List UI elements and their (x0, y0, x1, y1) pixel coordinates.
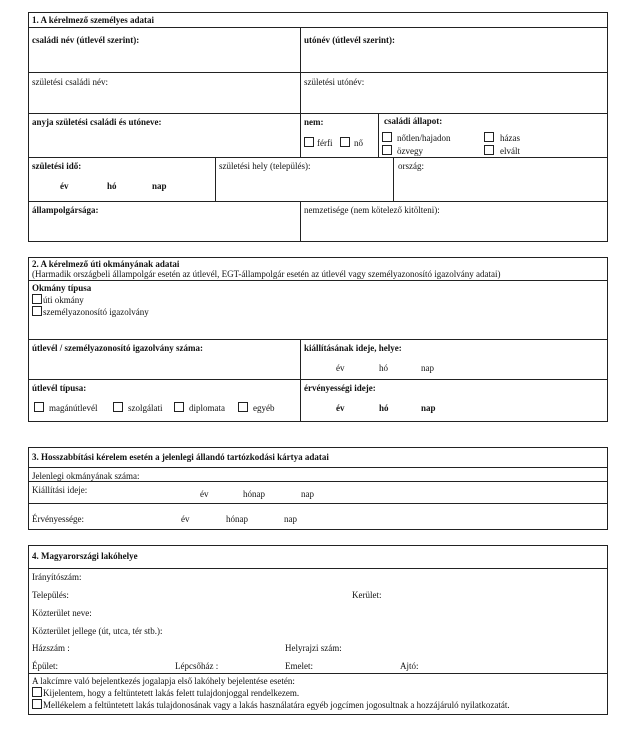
widowed-checkbox[interactable] (382, 145, 392, 155)
divider (300, 339, 301, 422)
day-label: nap (152, 181, 167, 191)
divider (300, 201, 301, 242)
divorced-label: elvált (500, 146, 520, 156)
divider (28, 481, 608, 482)
staircase-label: Lépcsőház : (175, 661, 219, 671)
house-number-label: Házszám : (32, 643, 70, 653)
issue-day-label: nap (301, 489, 314, 499)
birth-date-label: születési idő: (32, 161, 82, 171)
birth-family-name-field[interactable] (30, 90, 296, 110)
divorced-checkbox[interactable] (484, 145, 494, 155)
birth-place-field[interactable] (217, 174, 389, 198)
divider (28, 568, 608, 569)
validity-year-label: év (336, 403, 345, 413)
divider (28, 27, 608, 28)
other-passport-checkbox[interactable] (238, 402, 248, 412)
family-name-field[interactable] (30, 48, 296, 70)
country-label: ország: (398, 161, 424, 171)
passport-type-label: útlevél típusa: (32, 383, 87, 393)
divider (28, 503, 608, 504)
divider (215, 157, 216, 201)
mother-name-field[interactable] (30, 130, 296, 154)
travel-doc-label: úti okmány (43, 295, 84, 305)
validity-month-label: hónap (226, 514, 248, 524)
family-name-label: családi név (útlevél szerint): (32, 35, 140, 45)
ownership-label: Kijelentem, hogy a feltüntetett lakás felett tulajdonjoggal rendelkezem. (43, 688, 300, 698)
validity-year-label: év (181, 514, 190, 524)
ownership-checkbox[interactable] (32, 687, 42, 697)
divider (28, 280, 608, 281)
validity-label: érvényességi ideje: (304, 383, 376, 393)
validity-label: Érvényessége: (32, 514, 84, 524)
lot-number-label: Helyrajzi szám: (285, 643, 342, 653)
doc-number-field[interactable] (30, 356, 296, 376)
divider (393, 157, 394, 201)
citizenship-field[interactable] (30, 218, 296, 240)
doc-type-label: Okmány típusa (32, 283, 92, 293)
id-card-label: személyazonosító igazolvány (43, 307, 149, 317)
other-passport-label: egyéb (253, 403, 275, 413)
current-doc-number-label: Jelenlegi okmányának száma: (32, 471, 140, 481)
consent-checkbox[interactable] (32, 699, 42, 709)
door-label: Ajtó: (400, 661, 419, 671)
divider (28, 113, 608, 114)
issue-year-label: év (200, 489, 209, 499)
city-label: Település: (32, 590, 69, 600)
issue-date-label: Kiállítási ideje: (32, 485, 88, 495)
divider (300, 27, 301, 113)
consent-label: Mellékelem a feltüntetett lakás tulajdonosának vagy a lakás használatára egyéb jogcímen jogosultnak a hozzájáruló nyilatkozatát. (43, 700, 510, 710)
issue-label: kiállításának ideje, helye: (304, 343, 402, 353)
doc-number-label: útlevél / személyazonosító igazolvány száma: (32, 343, 203, 353)
female-checkbox[interactable] (340, 137, 350, 147)
street-type-label: Közterület jellege (út, utca, tér stb.): (32, 626, 163, 636)
sex-label: nem: (304, 117, 324, 127)
service-passport-label: szolgálati (128, 403, 163, 413)
divider (28, 467, 608, 468)
street-name-label: Közterület neve: (32, 608, 92, 618)
divider (28, 201, 608, 202)
validity-day-label: nap (284, 514, 297, 524)
issue-year-label: év (336, 363, 345, 373)
mother-name-label: anyja születési családi és utóneve: (32, 117, 162, 127)
given-name-label: utónév (útlevél szerint): (304, 35, 395, 45)
male-label: férfi (317, 138, 333, 148)
building-label: Épület: (32, 661, 58, 671)
issue-month-label: hónap (243, 489, 265, 499)
widowed-label: özvegy (397, 146, 423, 156)
diplomatic-passport-label: diplomata (189, 403, 225, 413)
single-checkbox[interactable] (382, 132, 392, 142)
nationality-label: nemzetisége (nem kötelező kitölteni): (304, 205, 440, 215)
female-label: nő (354, 138, 363, 148)
birth-family-name-label: születési családi név: (32, 77, 108, 87)
district-label: Kerület: (352, 590, 382, 600)
validity-day-label: nap (421, 403, 436, 413)
validity-month-label: hó (379, 403, 389, 413)
section-title: 1. A kérelmező személyes adatai (32, 15, 155, 25)
service-passport-checkbox[interactable] (113, 402, 123, 412)
divider (28, 72, 608, 73)
section-title: 3. Hosszabbítási kérelem esetén a jelenlegi állandó tartózkodási kártya adatai (32, 452, 329, 462)
registration-basis-note: A lakcímre való bejelentkezés jogalapja első lakóhely bejelentése esetén: (32, 676, 295, 686)
diplomatic-passport-checkbox[interactable] (174, 402, 184, 412)
month-label: hó (107, 181, 117, 191)
single-label: nőtlen/hajadon (397, 133, 451, 143)
nationality-field[interactable] (302, 218, 602, 240)
divider (378, 113, 379, 157)
private-passport-label: magánútlevél (49, 403, 98, 413)
zip-label: Irányítószám: (32, 572, 82, 582)
divider (300, 113, 301, 157)
section-subtitle: (Harmadik országbeli állampolgár esetén az útlevél, EGT-állampolgár esetén az útlevél vagy személyazonosító igazolvány adatai) (32, 269, 501, 279)
birth-place-label: születési hely (település): (219, 161, 311, 171)
married-label: házas (500, 133, 520, 143)
birth-given-name-label: születési utónév: (304, 77, 365, 87)
issue-day-label: nap (421, 363, 434, 373)
private-passport-checkbox[interactable] (34, 402, 44, 412)
section-title: 2. A kérelmező úti okmányának adatai (32, 259, 180, 269)
country-field[interactable] (396, 174, 602, 198)
divider (28, 673, 608, 674)
birth-given-name-field[interactable] (302, 90, 602, 110)
floor-label: Emelet: (285, 661, 313, 671)
given-name-field[interactable] (302, 48, 602, 70)
divider (28, 379, 608, 380)
citizenship-label: állampolgársága: (32, 205, 99, 215)
divider (28, 339, 608, 340)
male-checkbox[interactable] (304, 137, 314, 147)
issue-month-label: hó (379, 363, 388, 373)
section-title: 4. Magyarországi lakóhelye (32, 551, 138, 561)
year-label: év (60, 181, 69, 191)
married-checkbox[interactable] (484, 132, 494, 142)
marital-status-label: családi állapot: (384, 116, 443, 126)
travel-doc-checkbox[interactable] (32, 294, 42, 304)
divider (28, 157, 608, 158)
id-card-checkbox[interactable] (32, 306, 42, 316)
